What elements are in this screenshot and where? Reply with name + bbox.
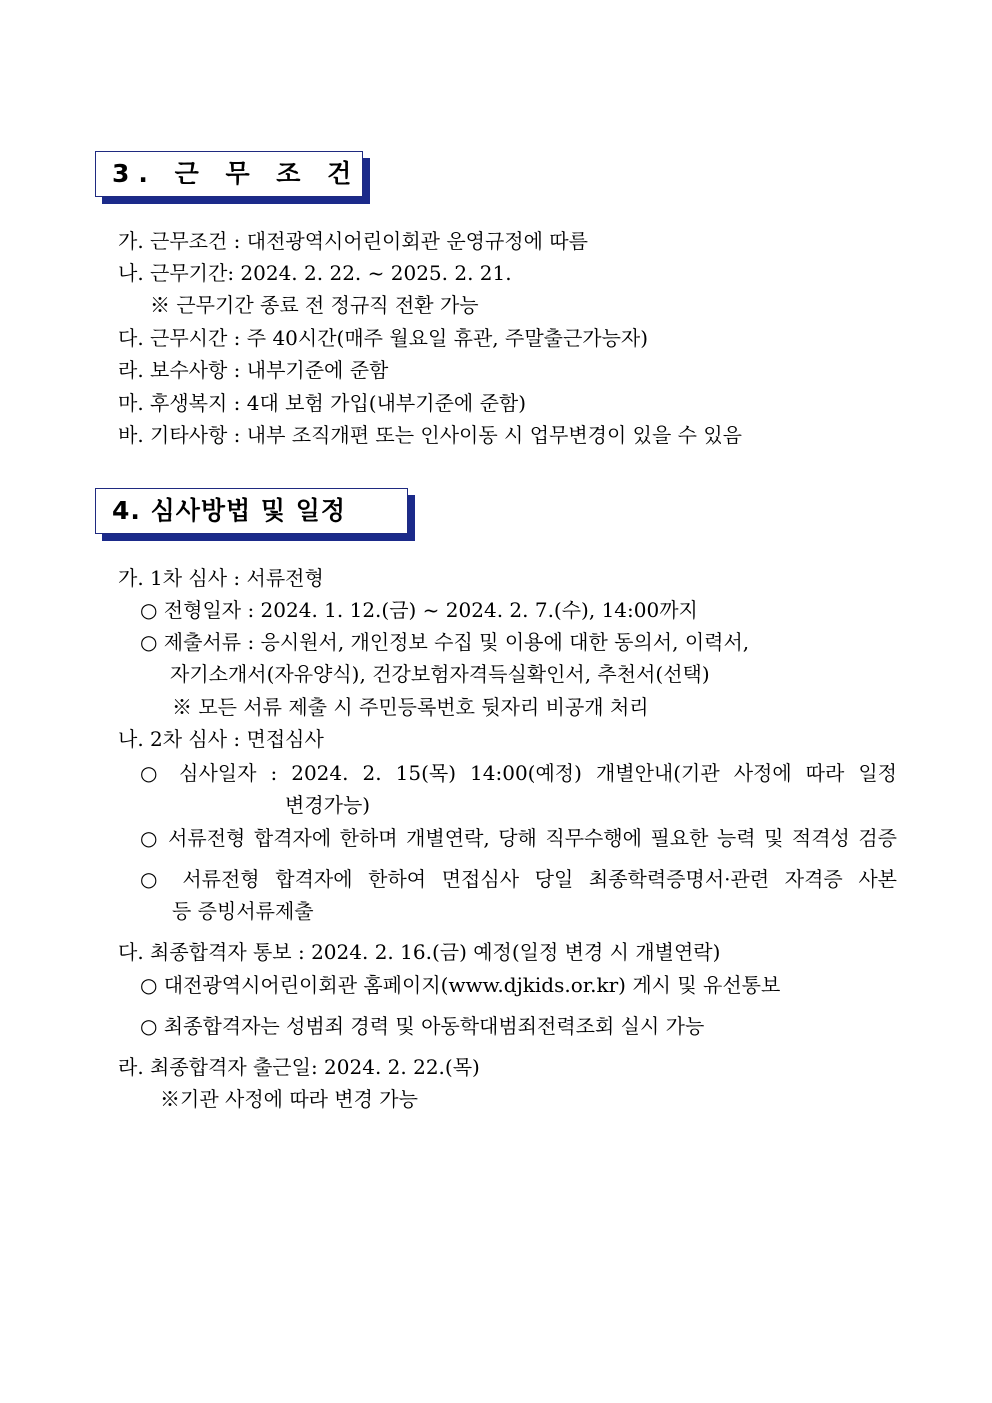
contact-item: ○ 서류전형 합격자에 한하며 개별연락, 당해 직무수행에 필요한 능력 및 적격성 검증 xyxy=(140,826,897,850)
salary-line: 라. 보수사항 : 내부기준에 준함 xyxy=(118,358,389,382)
conversion-note: ※ 근무기간 종료 전 정규직 전환 가능 xyxy=(150,293,479,317)
homepage-notice-item: ○ 대전광역시어린이회관 홈페이지(www.djkids.or.kr) 게시 및 유선통보 xyxy=(140,973,781,997)
certificate-item: ○ 서류전형 합격자에 한하여 면접심사 당일 최종학력증명서·관련 자격증 사본 xyxy=(140,867,897,891)
section-4-heading: 4. 심사방법 및 일정 xyxy=(95,488,408,534)
change-note: ※기관 사정에 따라 변경 가능 xyxy=(160,1087,418,1111)
work-period-line: 나. 근무기간: 2024. 2. 22. ~ 2025. 2. 21. xyxy=(118,261,512,285)
interview-date-item-cont: 변경가능) xyxy=(285,793,371,817)
privacy-note: ※ 모든 서류 제출 시 주민등록번호 뒷자리 비공개 처리 xyxy=(172,695,649,719)
first-review-line: 가. 1차 심사 : 서류전형 xyxy=(118,566,324,590)
final-notice-line: 다. 최종합격자 통보 : 2024. 2. 16.(금) 예정(일정 변경 시 개별연락) xyxy=(118,940,721,964)
certificate-item-cont: 등 증빙서류제출 xyxy=(172,899,314,923)
start-date-line: 라. 최종합격자 출근일: 2024. 2. 22.(목) xyxy=(118,1055,480,1079)
section-3-heading: 3. 근 무 조 건 xyxy=(95,151,363,197)
documents-item: ○ 제출서류 : 응시원서, 개인정보 수집 및 이용에 대한 동의서, 이력서, xyxy=(140,630,750,654)
interview-date-item: ○ 심사일자 : 2024. 2. 15(목) 14:00(예정) 개별안내(기관 사정에 따라 일정 xyxy=(140,761,897,785)
second-review-line: 나. 2차 심사 : 면접심사 xyxy=(118,727,324,751)
background-check-item: ○ 최종합격자는 성범죄 경력 및 아동학대범죄전력조회 실시 가능 xyxy=(140,1014,705,1038)
welfare-line: 마. 후생복지 : 4대 보험 가입(내부기준에 준함) xyxy=(118,391,527,415)
documents-item-cont: 자기소개서(자유양식), 건강보험자격득실확인서, 추천서(선택) xyxy=(170,662,710,686)
screening-date-item: ○ 전형일자 : 2024. 1. 12.(금) ~ 2024. 2. 7.(수), 14:00까지 xyxy=(140,598,698,622)
other-matters-line: 바. 기타사항 : 내부 조직개편 또는 인사이동 시 업무변경이 있을 수 있음 xyxy=(118,423,742,447)
work-hours-line: 다. 근무시간 : 주 40시간(매주 월요일 휴관, 주말출근가능자) xyxy=(118,326,649,350)
work-condition-line: 가. 근무조건 : 대전광역시어린이회관 운영규정에 따름 xyxy=(118,229,588,253)
